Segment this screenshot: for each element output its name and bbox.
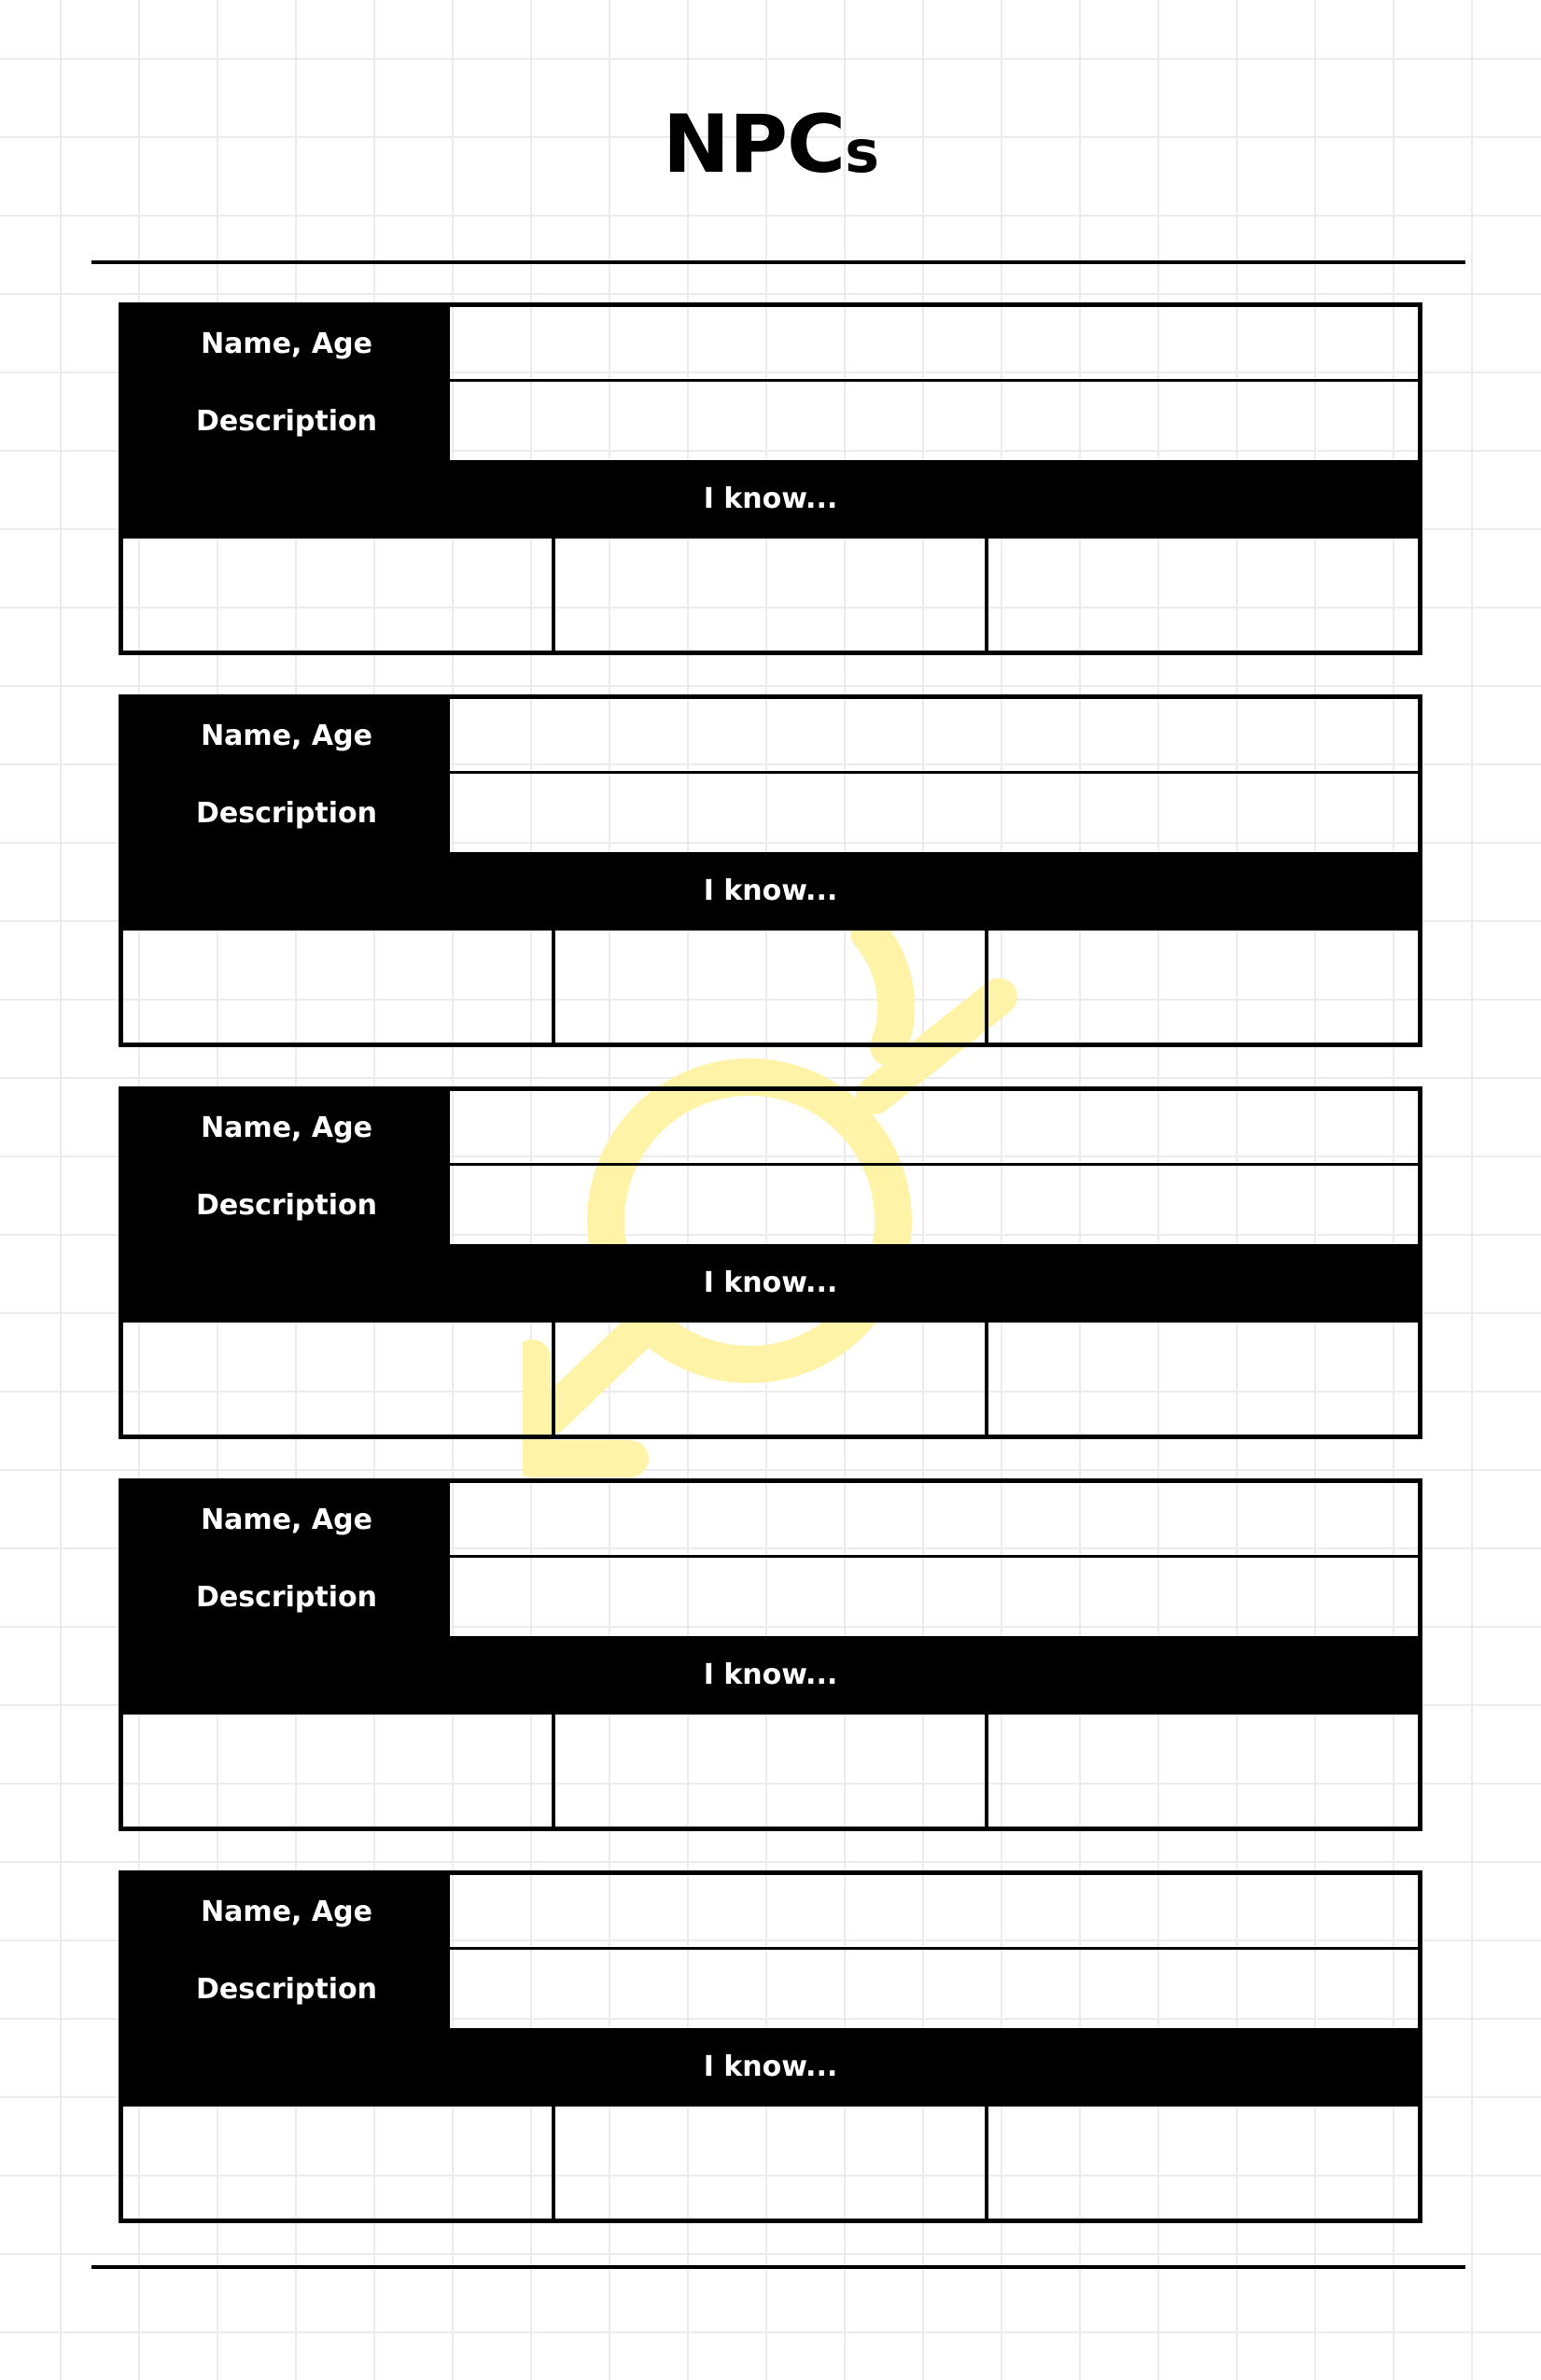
i-know-cell[interactable] (988, 1323, 1418, 1435)
top-divider (91, 260, 1465, 264)
description-label: Description (195, 1581, 378, 1614)
label-column (123, 1091, 450, 1244)
i-know-header: I know... (123, 852, 1418, 931)
npc-card (119, 1870, 1422, 2223)
label-column (123, 699, 450, 852)
page-title (0, 93, 1541, 203)
i-know-cell[interactable] (555, 1323, 988, 1435)
npc-card (119, 1086, 1422, 1439)
description-field[interactable] (450, 1166, 1418, 1244)
name-age-label: Name, Age (201, 328, 372, 360)
description-field[interactable] (450, 1950, 1418, 2028)
i-know-cell[interactable] (123, 931, 555, 1043)
description-label: Description (195, 1189, 378, 1222)
i-know-header: I know... (123, 1636, 1418, 1715)
i-know-cell[interactable] (988, 539, 1418, 651)
description-field[interactable] (450, 1558, 1418, 1636)
i-know-cell[interactable] (123, 2107, 555, 2219)
i-know-header: I know... (123, 460, 1418, 539)
label-column (123, 307, 450, 460)
label-column (123, 1483, 450, 1636)
npc-card (119, 1478, 1422, 1831)
name-age-field[interactable] (450, 699, 1418, 774)
label-column (123, 1875, 450, 2028)
i-know-cell[interactable] (988, 1715, 1418, 1827)
i-know-cell[interactable] (123, 539, 555, 651)
i-know-cell[interactable] (988, 2107, 1418, 2219)
description-field[interactable] (450, 382, 1418, 460)
name-age-field[interactable] (450, 1483, 1418, 1558)
name-age-field[interactable] (450, 1091, 1418, 1166)
description-label: Description (195, 797, 378, 830)
bottom-divider (91, 2265, 1465, 2269)
i-know-cell[interactable] (123, 1323, 555, 1435)
npc-card (119, 302, 1422, 655)
name-age-field[interactable] (450, 1875, 1418, 1950)
i-know-cell[interactable] (555, 1715, 988, 1827)
description-field[interactable] (450, 774, 1418, 852)
page-title-main: NPC (662, 98, 846, 191)
i-know-cell[interactable] (555, 931, 988, 1043)
npc-card (119, 694, 1422, 1047)
description-label: Description (195, 405, 378, 438)
i-know-header: I know... (123, 1244, 1418, 1323)
name-age-label: Name, Age (201, 720, 372, 752)
i-know-cell[interactable] (123, 1715, 555, 1827)
i-know-header: I know... (123, 2028, 1418, 2107)
name-age-label: Name, Age (201, 1896, 372, 1928)
i-know-cell[interactable] (555, 2107, 988, 2219)
page-title-suffix: s (845, 118, 879, 186)
name-age-label: Name, Age (201, 1504, 372, 1536)
i-know-cell[interactable] (988, 931, 1418, 1043)
name-age-field[interactable] (450, 307, 1418, 382)
i-know-cell[interactable] (555, 539, 988, 651)
description-label: Description (195, 1973, 378, 2006)
name-age-label: Name, Age (201, 1112, 372, 1144)
